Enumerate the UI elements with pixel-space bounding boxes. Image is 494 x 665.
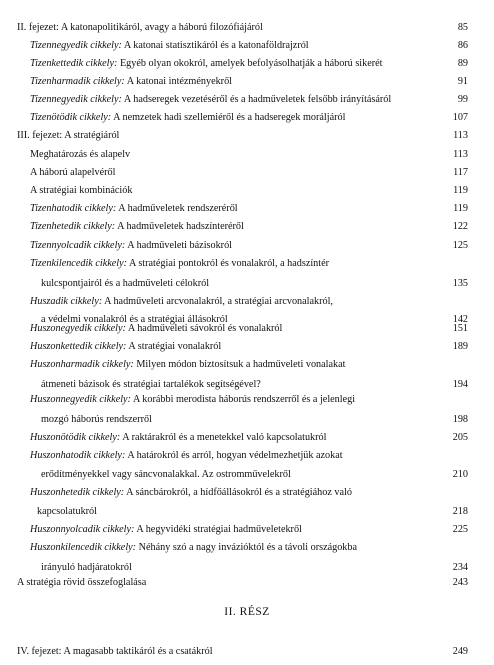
toc-entry-title (30, 76, 232, 88)
entry-text: A sáncbárokról, a hídfőállásokról és a stratégiához való (124, 487, 352, 498)
article-label: Tizennyolcadik cikkely: (30, 240, 126, 251)
toc-entry-title (30, 450, 343, 462)
toc-entry-title (30, 524, 302, 536)
toc-page-number: 122 (452, 221, 468, 232)
toc-page-number: 119 (453, 203, 468, 214)
toc-page-number: 99 (457, 94, 468, 105)
toc-entry-title (30, 185, 132, 197)
toc-entry-title (17, 22, 263, 34)
article-label: Huszadik cikkely: (30, 296, 103, 307)
toc-page-number: 205 (452, 432, 468, 443)
entry-text: Milyen módon biztosítsuk a hadműveleti vonalakat (133, 359, 346, 370)
entry-text: A háború alapelvéről (30, 167, 116, 178)
toc-entry-title (30, 167, 115, 179)
toc-entry-continuation: irányuló hadjáratokról (41, 562, 132, 573)
article-label: Huszonnyolcadik cikkely: (30, 524, 135, 535)
toc-page-number: 243 (452, 577, 468, 588)
toc-entry-title (30, 341, 221, 353)
toc-entry-title (30, 542, 357, 554)
toc-entry-continuation: mozgó háborús rendszerről (41, 414, 152, 425)
toc-page-number: 119 (453, 185, 468, 196)
entry-text: A hegyvidéki stratégiai hadműveletekről (134, 524, 302, 535)
toc-entry-title (17, 577, 146, 589)
entry-text: Néhány szó a nagy invázióktól és a távoli országokba (136, 542, 358, 553)
toc-page-number: 210 (452, 469, 468, 480)
entry-text: A raktárakról és a menetekkel való kapcsolatukról (120, 432, 327, 443)
entry-text: A katonai statisztikáról és a katonaföldrajzról (121, 40, 309, 51)
toc-entry-continuation: kapcsolatukról (37, 506, 97, 517)
article-label: Tizenhetedik cikkely: (30, 221, 116, 232)
article-label: Huszonhetedik cikkely: (30, 487, 125, 498)
toc-entry-title (17, 130, 119, 142)
article-label: Tizennegyedik cikkely: (30, 40, 122, 51)
part-heading: II. RÉSZ (224, 606, 270, 618)
entry-text: A hadműveleti arcvonalakról, a stratégiai arcvonalakról, (102, 296, 333, 307)
toc-page-number: 198 (452, 414, 468, 425)
entry-text: A katonai intézményekről (124, 76, 233, 87)
toc-entry-continuation: kulcspontjairól és a hadműveleti célokról (41, 278, 210, 289)
toc-page-number: 135 (452, 278, 468, 289)
article-label: Tizenhatodik cikkely: (30, 203, 117, 214)
toc-entry-title (30, 258, 329, 270)
entry-text: A hadseregek vezetéséről és a hadműveletek felsőbb irányításáról (121, 94, 392, 105)
toc-page-number: 89 (457, 58, 468, 69)
toc-page-number: 117 (453, 167, 468, 178)
entry-text: A hadműveletek rendszeréről (116, 203, 238, 214)
article-label: Tizenötödik cikkely: (30, 112, 112, 123)
toc-entry-title (30, 487, 352, 499)
article-label: Tizenharmadik cikkely: (30, 76, 125, 87)
toc-entry-continuation: átmeneti bázisok és stratégiai tartalékok segítségével? (41, 379, 261, 390)
toc-page-number: 86 (457, 40, 468, 51)
toc-entry-title (30, 94, 391, 106)
toc-entry-title (30, 323, 282, 335)
toc-page-number: 113 (453, 149, 468, 160)
entry-text: A határokról és arról, hogyan védelmezhetjük azokat (125, 450, 343, 461)
entry-text: A stratégiai vonalakról (126, 341, 222, 352)
article-label: Tizennegyedik cikkely: (30, 94, 122, 105)
toc-page-number: 142 (452, 314, 468, 325)
toc-page-number: 225 (452, 524, 468, 535)
toc-entry-title (30, 221, 244, 233)
entry-text: A stratégiai pontokról és vonalakról, a hadszíntér (127, 258, 330, 269)
toc-page-number: 91 (457, 76, 468, 87)
entry-text: A nemzetek hadi szellemiéről és a hadseregek moráljáról (111, 112, 346, 123)
article-label: Huszonharmadik cikkely: (30, 359, 134, 370)
toc-entry-title (30, 359, 345, 371)
article-label: Tizenkilencedik cikkely: (30, 258, 128, 269)
toc-page-number: 234 (452, 562, 468, 573)
entry-text: II. fejezet: A katonapolitikáról, avagy a háború filozófiájáról (17, 22, 263, 33)
article-label: Huszonkilencedik cikkely: (30, 542, 137, 553)
toc-entry-title (30, 112, 345, 124)
toc-entry-title (30, 203, 238, 215)
toc-page-number: 125 (452, 240, 468, 251)
toc-entry-title (30, 432, 326, 444)
entry-text: Egyéb olyan okokról, amelyek befolyásolhatják a háború sikerét (117, 58, 383, 69)
toc-page-number: 107 (452, 112, 468, 123)
article-label: Huszonkettedik cikkely: (30, 341, 127, 352)
entry-text: A hadműveletek hadszínteréről (115, 221, 244, 232)
article-label: Huszonötödik cikkely: (30, 432, 121, 443)
toc-entry-title (30, 149, 130, 161)
entry-text: III. fejezet: A stratégiáról (17, 130, 120, 141)
article-label: Huszonnegyedik cikkely: (30, 394, 131, 405)
article-label: Huszonhatodik cikkely: (30, 450, 126, 461)
toc-page-number: 151 (452, 323, 468, 334)
toc-page-number: 189 (452, 341, 468, 352)
entry-text: A hadműveleti sávokról és vonalakról (125, 323, 283, 334)
toc-page-number: 194 (452, 379, 468, 390)
toc-entry-title: IV. fejezet: A magasabb taktikáról és a csatákról (17, 646, 213, 657)
entry-text: A hadműveleti bázisokról (125, 240, 232, 251)
toc-entry-title (30, 296, 333, 308)
toc-entry-title (30, 40, 309, 52)
toc-page-number: 113 (453, 130, 468, 141)
toc-entry-title (30, 240, 232, 252)
toc-page-number: 249 (452, 646, 468, 657)
entry-text: A stratégiai kombinációk (30, 185, 133, 196)
entry-text: Meghatározás és alapelv (30, 149, 131, 160)
toc-page-number: 218 (452, 506, 468, 517)
article-label: Tizenkettedik cikkely: (30, 58, 118, 69)
toc-entry-continuation: a védelmi vonalakról és a stratégiai állásokról (41, 314, 228, 325)
entry-text: A korábbi merodista háborús rendszerről és a jelenlegi (130, 394, 356, 405)
article-label: Huszonegyedik cikkely: (30, 323, 126, 334)
toc-entry-continuation: erődítményekkel vagy sáncvonalakkal. Az ostromművelekről (41, 469, 291, 480)
toc-entry-title (30, 394, 355, 406)
entry-text: A stratégia rövid összefoglalása (17, 577, 147, 588)
toc-page-number: 85 (457, 22, 468, 33)
toc-entry-title (30, 58, 382, 70)
